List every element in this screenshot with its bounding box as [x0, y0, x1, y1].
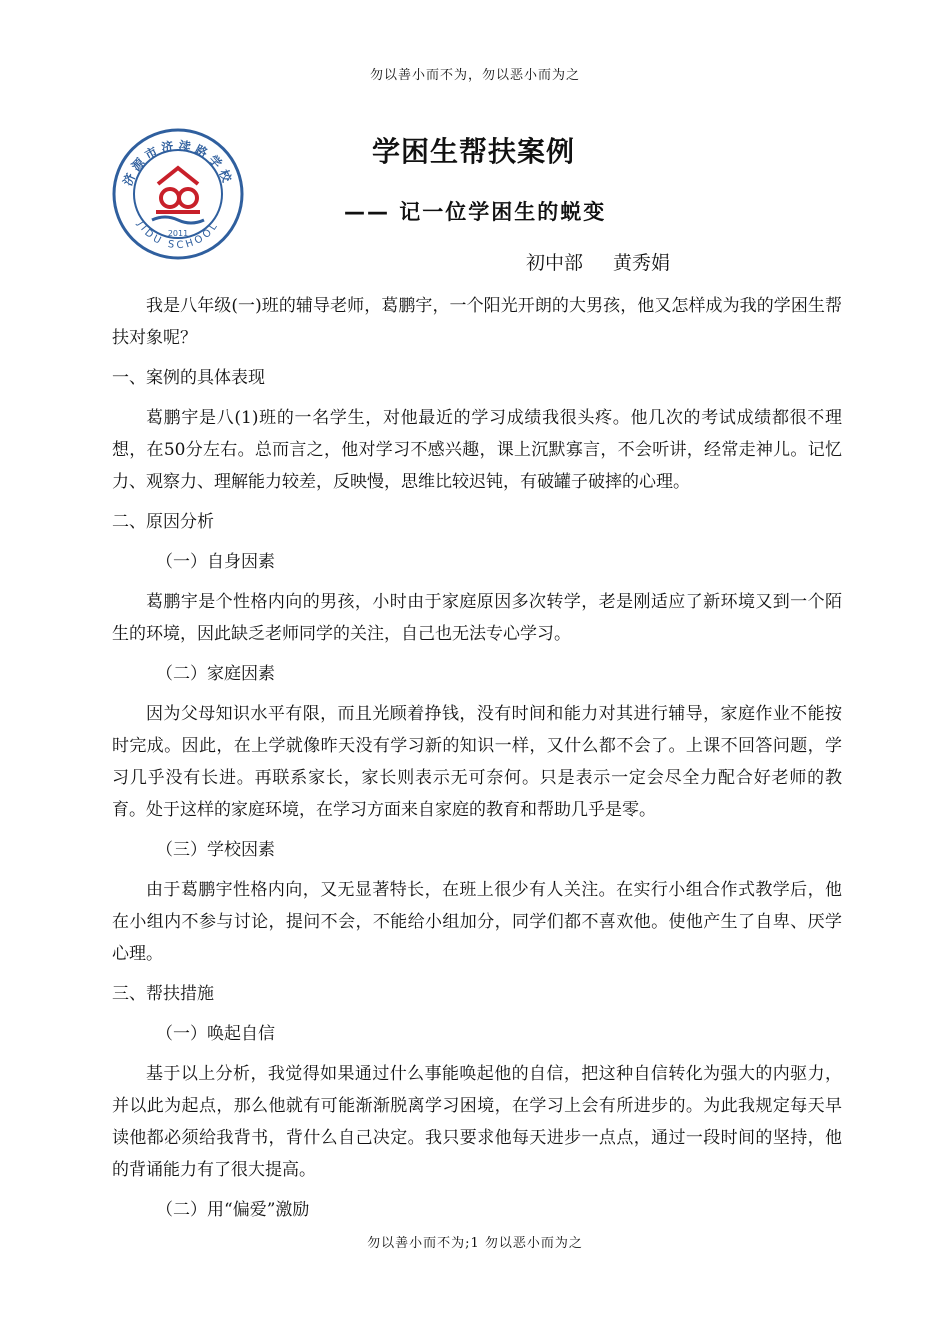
school-factors-paragraph: 由于葛鹏宇性格内向，又无显著特长，在班上很少有人关注。在实行小组合作式教学后，他在小组内不参与讨论，提问不会，不能给小组加分，同学们都不喜欢他。使他产生了自卑、厌学心理。	[112, 880, 842, 964]
section-heading-3: 三、帮扶措施	[112, 984, 214, 1004]
document-title: 学困生帮扶案例	[372, 135, 576, 168]
section-heading-2: 二、原因分析	[112, 512, 214, 532]
section-heading-1: 一、案例的具体表现	[112, 368, 265, 388]
document-body	[112, 290, 842, 1226]
author-line	[526, 248, 670, 275]
subheading-school-factors: （三）学校因素	[156, 840, 275, 860]
subheading-encouragement: （二）用“偏爱”激励	[156, 1200, 310, 1220]
family-factors-paragraph: 因为父母知识水平有限，而且光顾着挣钱，没有时间和能力对其进行辅导，家庭作业不能按时完成。因此，在上学就像昨天没有学习新的知识一样，又什么都不会了。上课不回答问题，学习几乎没有长进。再联系家长，家长则表示无可奈何。只是表示一定会尽全力配合好老师的教育。处于这样的家庭环境，在学习方面来自家庭的教育和帮助几乎是零。	[112, 704, 842, 820]
author-dept: 初中部	[526, 252, 584, 274]
self-factors-paragraph: 葛鹏宇是个性格内向的男孩，小时由于家庭原因多次转学，老是刚适应了新环境又到一个陌生的环境，因此缺乏老师同学的关注，自己也无法专心学习。	[112, 592, 842, 644]
subheading-self-factors: （一）自身因素	[156, 552, 275, 572]
author-name: 黄秀娟	[613, 252, 671, 274]
intro-paragraph: 我是八年级(一)班的辅导老师，葛鹏宇，一个阳光开朗的大男孩，他又怎样成为我的学困生帮扶对象呢？	[112, 296, 842, 348]
section-1-paragraph: 葛鹏宇是八(1)班的一名学生，对他最近的学习成绩我很头疼。他几次的考试成绩都很不理想，在50分左右。总而言之，他对学习不感兴趣，课上沉默寡言，不会听讲，经常走神儿。记忆力、观察力、理解能力较差，反映慢，思维比较迟钝，有破罐子破摔的心理。	[112, 408, 842, 492]
logo-school-name: 济源市济渎路学校	[120, 138, 236, 188]
subheading-family-factors: （二）家庭因素	[156, 664, 275, 684]
school-logo	[112, 128, 244, 260]
logo-year: 2011	[167, 229, 189, 238]
subheading-confidence: （一）唤起自信	[156, 1024, 275, 1044]
confidence-paragraph: 基于以上分析，我觉得如果通过什么事能唤起他的自信，把这种自信转化为强大的内驱力，并以此为起点，那么他就有可能渐渐脱离学习困境，在学习上会有所进步的。为此我规定每天早读他都必须给我背书，背什么自己决定。我只要求他每天进步一点点，通过一段时间的坚持，他的背诵能力有了很大提高。	[112, 1064, 842, 1180]
page-footer-motto: 勿以善小而不为;1 勿以恶小而为之	[367, 1236, 583, 1251]
page-header-motto: 勿以善小而不为，勿以恶小而为之	[369, 68, 580, 83]
logo-english-name: JIDU SCHOOL	[134, 219, 222, 252]
document-subtitle: —— 记一位学困生的蜕变	[344, 200, 607, 224]
